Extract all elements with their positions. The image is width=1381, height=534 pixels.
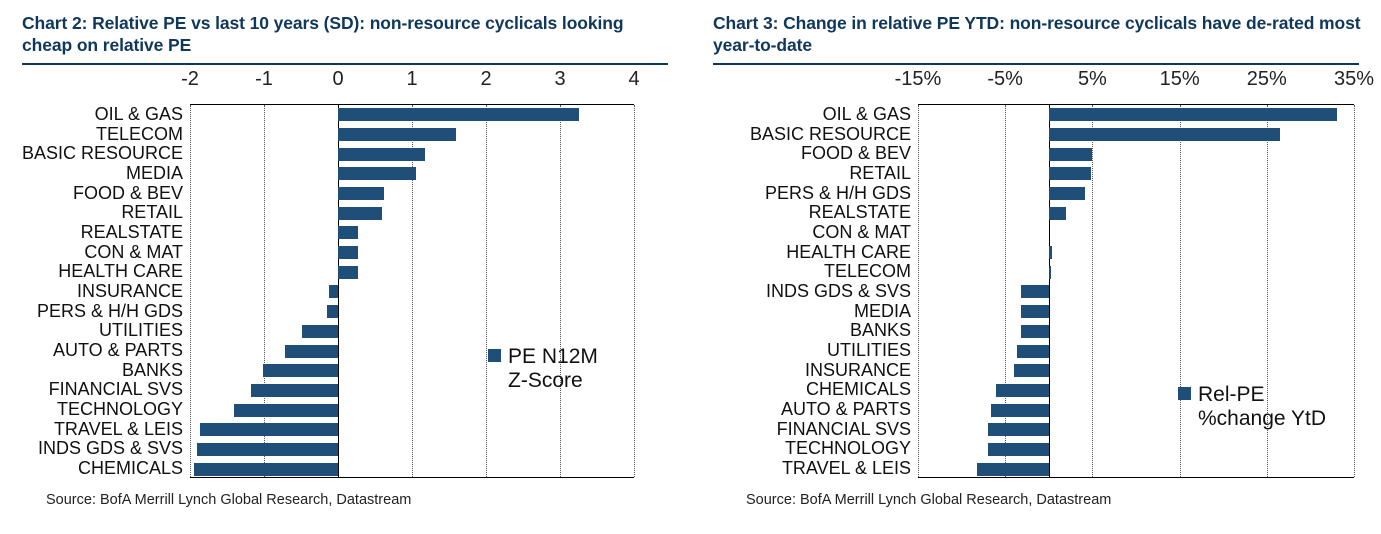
chart-2-plot: [21, 103, 634, 479]
category-label: PERS & H/H GDS: [36, 300, 183, 321]
category-label: BASIC RESOURCE: [21, 143, 183, 164]
category-label: REALSTATE: [808, 202, 911, 223]
bar: [338, 187, 384, 200]
chart-panel-3: [691, 0, 1381, 534]
category-label: TELECOM: [823, 261, 911, 282]
category-label: INSURANCE: [76, 280, 183, 301]
chart-2-legend: [488, 345, 598, 393]
x-tick-label: 0: [332, 68, 344, 90]
bar-row: [800, 143, 1354, 164]
chart-3-legend-label-2: %change YtD: [1198, 407, 1327, 431]
category-label: RETAIL: [121, 202, 183, 223]
bar-row: [786, 241, 1354, 263]
category-label: HEALTH CARE: [58, 261, 183, 282]
bar: [200, 423, 338, 436]
bar-row: [125, 162, 634, 184]
bar-row: [84, 241, 634, 263]
bar-row: [808, 202, 1354, 223]
chart-2-area: [0, 0, 690, 534]
bar-row: [95, 123, 634, 145]
bar-row: [822, 103, 1354, 125]
bar: [338, 108, 579, 121]
bar: [1049, 108, 1337, 121]
bar: [1049, 167, 1091, 180]
bar: [977, 463, 1049, 476]
bar: [329, 285, 338, 298]
bar: [263, 364, 338, 377]
bar: [338, 167, 416, 180]
bar: [1049, 207, 1066, 220]
gridline: [1354, 105, 1355, 477]
category-label: RETAIL: [849, 162, 911, 183]
bar: [1049, 148, 1093, 161]
category-label: FOOD & BEV: [72, 182, 183, 203]
category-label: PERS & H/H GDS: [764, 182, 911, 203]
bar-row: [823, 261, 1354, 282]
category-label: CHEMICALS: [77, 458, 183, 479]
bar-row: [804, 359, 1354, 381]
bar-row: [77, 458, 634, 479]
bar: [338, 246, 358, 259]
category-label: MEDIA: [125, 162, 183, 183]
legend-swatch-icon: [1178, 387, 1191, 400]
bar-row: [56, 399, 634, 420]
chart-panel-2: [0, 0, 690, 534]
category-label: TELECOM: [95, 123, 183, 144]
x-tick-label: 4: [628, 68, 640, 90]
bar-row: [749, 123, 1354, 145]
category-label: CON & MAT: [84, 241, 183, 262]
bar-row: [849, 162, 1354, 184]
bar-row: [765, 280, 1354, 302]
category-label: TECHNOLOGY: [56, 399, 183, 420]
chart-2-legend-label: PE N12M: [508, 345, 598, 368]
bar-row: [58, 261, 634, 282]
category-label: FOOD & BEV: [800, 143, 911, 164]
bar-row: [72, 182, 634, 204]
bar-row: [94, 103, 634, 125]
category-label: CHEMICALS: [805, 379, 911, 400]
x-tick-label: -1: [255, 68, 273, 90]
bar: [988, 443, 1049, 456]
category-label: FINANCIAL SVS: [48, 379, 183, 400]
category-label: OIL & GAS: [822, 103, 911, 124]
bar: [1021, 285, 1049, 298]
chart-2-title: Chart 2: Relative PE vs last 10 years (SD): non-resource cyclicals looking cheap on relative PE: [22, 13, 624, 56]
x-tick-label: 2: [480, 68, 492, 90]
category-label: AUTO & PARTS: [52, 340, 183, 361]
bar-row: [53, 418, 634, 440]
bar-row: [98, 320, 634, 342]
category-label: TRAVEL & LEIS: [53, 418, 183, 439]
chart-3-x-axis: [691, 68, 1381, 90]
bar: [338, 128, 456, 141]
bar: [285, 345, 338, 358]
bar: [194, 463, 338, 476]
bar: [1017, 345, 1048, 358]
bar: [988, 423, 1049, 436]
bar: [234, 404, 338, 417]
gridline: [634, 105, 635, 477]
bar: [302, 325, 338, 338]
x-tick-label: 15%: [1159, 68, 1200, 90]
chart-2-legend-label-2: Z-Score: [508, 369, 583, 393]
chart-3-area: [691, 0, 1381, 534]
x-tick-label: 25%: [1246, 68, 1287, 90]
category-label: REALSTATE: [80, 221, 183, 242]
chart-2-source: Source: BofA Merrill Lynch Global Research, Datastream: [46, 492, 412, 508]
chart-3-legend-label: Rel-PE: [1198, 383, 1265, 406]
bar-row: [121, 202, 634, 223]
chart-3-source: Source: BofA Merrill Lynch Global Research, Datastream: [746, 492, 1112, 508]
bar-row: [826, 340, 1354, 361]
bar-row: [764, 182, 1354, 204]
x-tick-label: 5%: [1077, 68, 1107, 90]
category-label: TECHNOLOGY: [784, 438, 911, 459]
category-label: MEDIA: [853, 300, 911, 321]
bar: [996, 384, 1048, 397]
chart-2-x-axis: [0, 68, 690, 90]
x-tick-label: -5%: [987, 68, 1023, 90]
bar: [1049, 187, 1086, 200]
category-label: INDS GDS & SVS: [765, 280, 911, 301]
bar-row: [853, 300, 1354, 322]
bar: [1049, 266, 1051, 279]
bar: [327, 305, 338, 318]
bar-row: [76, 280, 634, 302]
x-tick-label: 3: [554, 68, 566, 90]
bar: [338, 226, 358, 239]
category-label: BASIC RESOURCE: [749, 123, 911, 144]
chart-3-legend: [1178, 383, 1326, 431]
category-label: BANKS: [121, 359, 183, 380]
bar-row: [781, 458, 1354, 479]
bar: [338, 148, 425, 161]
category-label: UTILITIES: [826, 340, 911, 361]
bar: [1021, 305, 1049, 318]
category-label: TRAVEL & LEIS: [781, 458, 911, 479]
bar-row: [36, 300, 634, 322]
category-label: UTILITIES: [98, 320, 183, 341]
bar: [251, 384, 338, 397]
bar-row: [80, 221, 634, 243]
bar: [1021, 325, 1049, 338]
category-label: HEALTH CARE: [786, 241, 911, 262]
legend-swatch-icon: [488, 349, 501, 362]
category-label: AUTO & PARTS: [780, 399, 911, 420]
x-tick-label: 1: [406, 68, 418, 90]
category-label: INDS GDS & SVS: [37, 438, 183, 459]
chart-3-title: Chart 3: Change in relative PE YTD: non-resource cyclicals have de-rated most year-to-date: [713, 13, 1361, 56]
bar: [1049, 128, 1280, 141]
x-tick-label: 35%: [1333, 68, 1375, 90]
x-tick-label: -15%: [894, 68, 942, 90]
category-label: OIL & GAS: [94, 103, 183, 124]
bar: [1049, 246, 1052, 259]
x-tick-label: -2: [181, 68, 199, 90]
bar-row: [21, 143, 634, 164]
bar-row: [849, 320, 1354, 342]
bar: [197, 443, 338, 456]
category-label: CON & MAT: [812, 221, 911, 242]
category-label: INSURANCE: [804, 359, 911, 380]
bar-row: [37, 438, 634, 460]
bar-row: [784, 438, 1354, 460]
category-label: FINANCIAL SVS: [776, 418, 911, 439]
bar: [338, 266, 358, 279]
bar: [338, 207, 382, 220]
bar-row: [812, 221, 1354, 243]
bar: [991, 404, 1049, 417]
bar: [1014, 364, 1049, 377]
category-label: BANKS: [849, 320, 911, 341]
